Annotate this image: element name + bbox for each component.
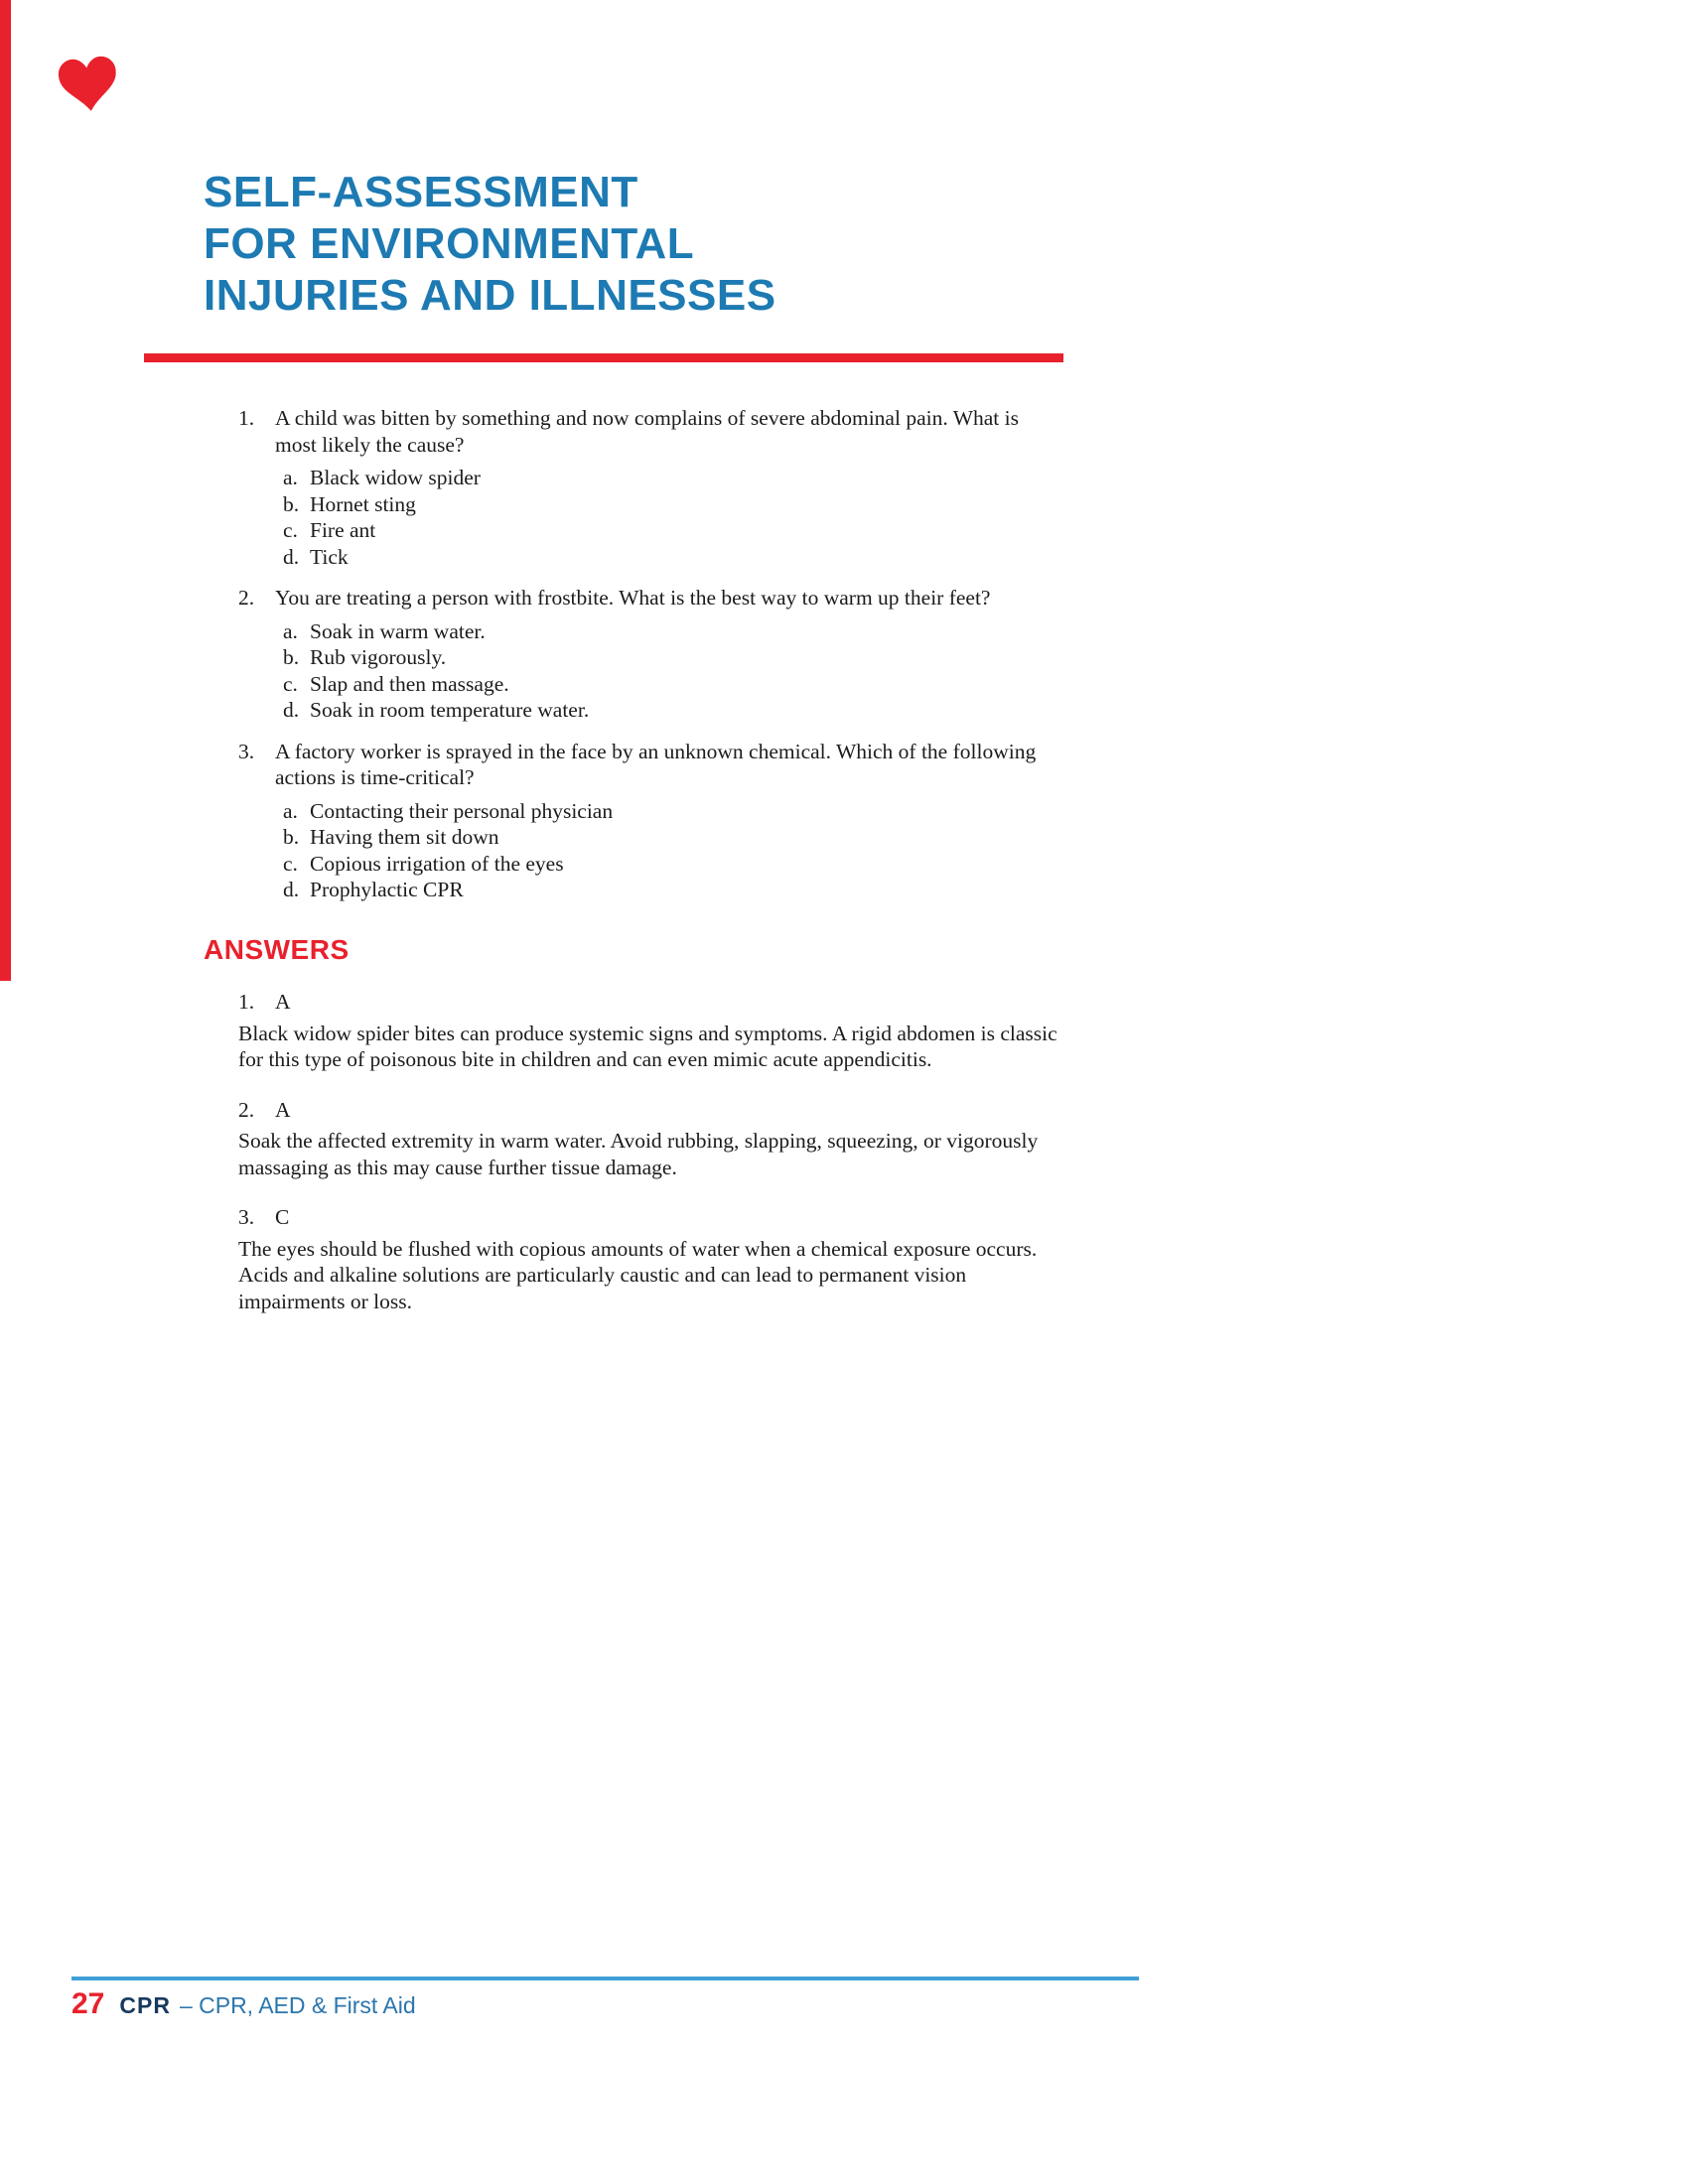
question-block-3: [238, 739, 1064, 903]
answer-block-2: [238, 1097, 1064, 1181]
question-number: 2.: [238, 586, 255, 610]
question-block-1: [238, 405, 1064, 570]
option-row: [283, 517, 1064, 544]
option-letter: b.: [283, 825, 300, 849]
answer-key-line: [238, 1097, 1064, 1124]
footer-divider-line: [71, 1977, 1139, 1980]
heart-icon: [57, 55, 119, 114]
option-row: [283, 877, 1064, 903]
footer-brand: CPR: [119, 1992, 171, 2018]
option-text: Contacting their personal physician: [310, 798, 614, 823]
question-2: [238, 585, 1064, 612]
option-text: Soak in warm water.: [310, 618, 486, 643]
title-divider-rule: [144, 353, 1063, 362]
answer-number: 3.: [238, 1205, 255, 1229]
option-row: [283, 465, 1064, 491]
page-title-line-2: FOR ENVIRONMENTAL: [204, 219, 695, 268]
option-letter: b.: [283, 645, 300, 669]
question-1-options: [283, 465, 1064, 570]
question-number: 3.: [238, 739, 255, 763]
option-row: [283, 491, 1064, 518]
answer-letter: A: [275, 990, 291, 1014]
option-letter: c.: [283, 851, 298, 876]
answer-letter: C: [275, 1205, 290, 1229]
option-letter: d.: [283, 544, 300, 569]
footer-page-number: 27: [71, 1987, 105, 2020]
option-text: Copious irrigation of the eyes: [310, 851, 564, 876]
option-text: Rub vigorously.: [310, 645, 447, 669]
option-text: Hornet sting: [310, 491, 416, 516]
option-row: [283, 798, 1064, 825]
option-row: [283, 824, 1064, 851]
answers-heading: ANSWERS: [204, 933, 350, 965]
option-row: [283, 851, 1064, 878]
option-row: [283, 671, 1064, 698]
option-row: [283, 544, 1064, 571]
option-text: Having them sit down: [310, 825, 499, 849]
question-block-2: [238, 585, 1064, 724]
option-text: Slap and then massage.: [310, 671, 509, 696]
page-title-line-1: SELF-ASSESSMENT: [204, 168, 638, 216]
question-3: [238, 739, 1064, 791]
option-letter: d.: [283, 698, 300, 722]
answer-key-line: [238, 1204, 1064, 1231]
option-text: Black widow spider: [310, 466, 481, 489]
answer-letter: A: [275, 1097, 291, 1122]
option-letter: a.: [283, 618, 298, 643]
question-text: You are treating a person with frostbite. What is the best way to warm up their feet?: [275, 586, 991, 610]
answer-explanation: Soak the affected extremity in warm water. Avoid rubbing, slapping, squeezing, or vigorously massaging as this may cause further tissue damage.: [238, 1129, 1039, 1179]
option-text: Soak in room temperature water.: [310, 698, 590, 722]
option-letter: a.: [283, 798, 298, 823]
option-row: [283, 697, 1064, 724]
option-text: Tick: [310, 544, 349, 569]
page-title-line-3: INJURIES AND ILLNESSES: [204, 271, 776, 320]
option-letter: c.: [283, 518, 298, 542]
answer-key-line: [238, 989, 1064, 1016]
option-row: [283, 618, 1064, 645]
footer: [71, 1987, 416, 2021]
option-letter: d.: [283, 878, 300, 901]
answer-explanation: The eyes should be flushed with copious amounts of water when a chemical exposure occurs. Acids and alkaline solutions are particularly caustic and can lead to permanent vision impairments or loss.: [238, 1236, 1038, 1313]
answer-number: 2.: [238, 1097, 255, 1122]
page-title: [204, 167, 776, 322]
left-accent-stripe: [0, 0, 11, 981]
option-row: [283, 644, 1064, 671]
question-3-options: [283, 798, 1064, 903]
question-text: A child was bitten by something and now complains of severe abdominal pain. What is most likely the cause?: [275, 406, 1019, 457]
option-letter: a.: [283, 466, 298, 489]
answer-explanation: Black widow spider bites can produce systemic signs and symptoms. A rigid abdomen is classic for this type of poisonous bite in children and can even mimic acute appendicitis.: [238, 1021, 1057, 1071]
option-letter: c.: [283, 671, 298, 696]
answer-block-3: [238, 1204, 1064, 1314]
answer-number: 1.: [238, 990, 255, 1014]
question-number: 1.: [238, 406, 255, 430]
answer-block-1: [238, 989, 1064, 1073]
question-text: A factory worker is sprayed in the face by an unknown chemical. Which of the following actions is time-critical?: [275, 739, 1037, 789]
question-2-options: [283, 618, 1064, 724]
footer-subtitle: – CPR, AED & First Aid: [179, 1992, 416, 2018]
question-1: [238, 405, 1064, 458]
option-letter: b.: [283, 491, 300, 516]
option-text: Prophylactic CPR: [310, 878, 464, 901]
page-content: [204, 405, 1064, 1338]
option-text: Fire ant: [310, 518, 376, 542]
